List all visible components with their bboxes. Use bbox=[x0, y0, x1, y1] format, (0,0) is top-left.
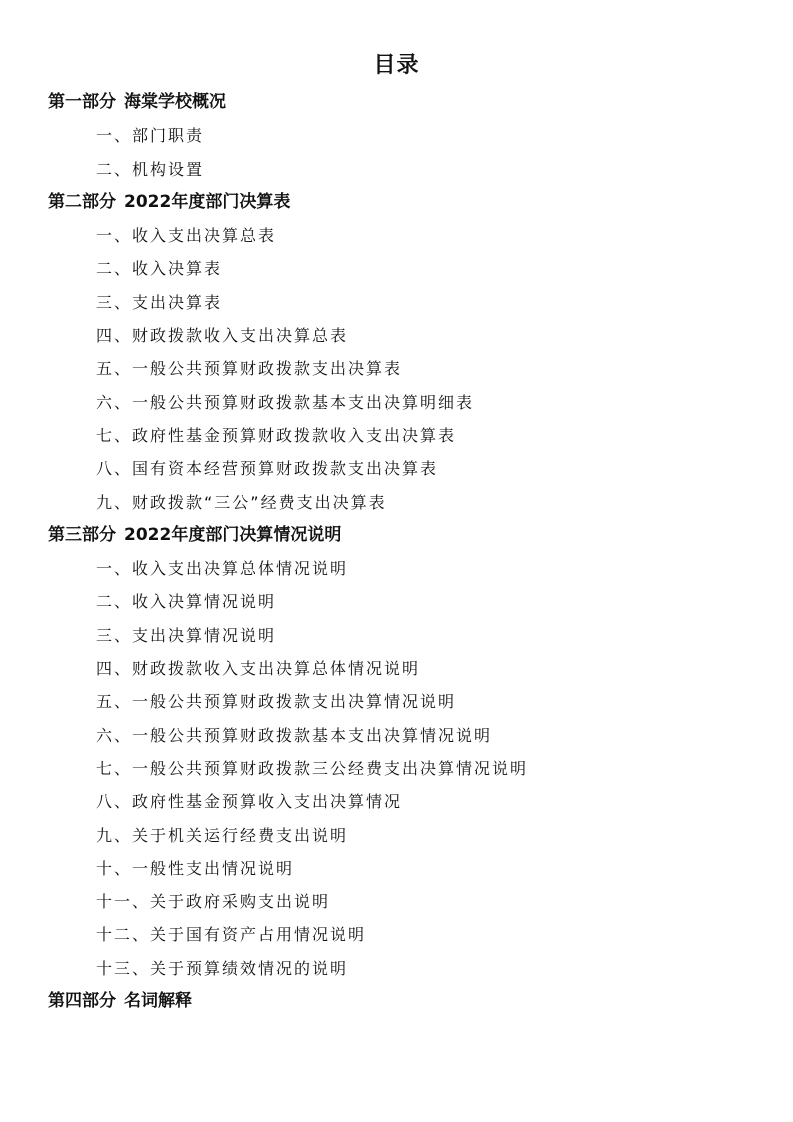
page-title: 目录 bbox=[373, 53, 420, 78]
toc-item[interactable]: 六、一般公共预算财政拨款基本支出决算情况说明 bbox=[96, 725, 493, 745]
toc-item[interactable]: 六、一般公共预算财政拨款基本支出决算明细表 bbox=[96, 392, 475, 412]
toc-part-heading[interactable] bbox=[48, 985, 748, 1018]
toc-part-name: 2022年度部门决算情况说明 bbox=[124, 524, 342, 545]
toc-part-label: 第三部分 bbox=[48, 524, 116, 545]
toc-part-name: 海棠学校概况 bbox=[124, 92, 226, 112]
toc-item[interactable]: 三、支出决算表 bbox=[96, 292, 223, 312]
toc-part-heading[interactable] bbox=[48, 86, 748, 119]
toc-item[interactable]: 二、机构设置 bbox=[96, 159, 205, 179]
toc-item[interactable]: 四、财政拨款收入支出决算总表 bbox=[96, 326, 349, 346]
toc-item[interactable]: 二、收入决算情况说明 bbox=[96, 592, 277, 612]
toc-item-list bbox=[48, 552, 748, 985]
toc-item-list bbox=[48, 119, 748, 186]
toc-item[interactable]: 十三、关于预算绩效情况的说明 bbox=[96, 958, 349, 978]
toc-item[interactable]: 二、收入决算表 bbox=[96, 259, 223, 279]
toc-item[interactable]: 七、政府性基金预算财政拨款收入支出决算表 bbox=[96, 425, 457, 445]
toc-item-list bbox=[48, 219, 748, 519]
toc-item[interactable]: 八、政府性基金预算收入支出决算情况 bbox=[96, 792, 403, 812]
toc-part-label: 第二部分 bbox=[48, 191, 116, 212]
toc-item[interactable]: 一、部门职责 bbox=[96, 126, 205, 146]
toc-item[interactable]: 十二、关于国有资产占用情况说明 bbox=[96, 925, 367, 945]
toc-item[interactable]: 九、关于机关运行经费支出说明 bbox=[96, 825, 349, 845]
toc-item[interactable]: 一、收入支出决算总表 bbox=[96, 226, 277, 246]
toc-part-name: 名词解释 bbox=[124, 991, 192, 1012]
toc-item[interactable]: 十、一般性支出情况说明 bbox=[96, 858, 295, 878]
toc-item[interactable]: 七、一般公共预算财政拨款三公经费支出决算情况说明 bbox=[96, 758, 529, 778]
toc-item[interactable]: 四、财政拨款收入支出决算总体情况说明 bbox=[96, 659, 421, 679]
toc-part-heading[interactable] bbox=[48, 519, 748, 552]
table-of-contents bbox=[48, 86, 748, 1018]
toc-part-label: 第一部分 bbox=[48, 92, 116, 112]
toc-item[interactable]: 十一、关于政府采购支出说明 bbox=[96, 892, 331, 912]
toc-item[interactable]: 五、一般公共预算财政拨款支出决算表 bbox=[96, 359, 403, 379]
toc-item[interactable]: 五、一般公共预算财政拨款支出决算情况说明 bbox=[96, 692, 457, 712]
toc-item[interactable]: 三、支出决算情况说明 bbox=[96, 625, 277, 645]
toc-part-heading[interactable] bbox=[48, 186, 748, 219]
toc-item[interactable]: 八、国有资本经营预算财政拨款支出决算表 bbox=[96, 459, 439, 479]
toc-part-name: 2022年度部门决算表 bbox=[124, 191, 291, 212]
toc-item[interactable]: 九、财政拨款“三公”经费支出决算表 bbox=[96, 492, 387, 512]
toc-item[interactable]: 一、收入支出决算总体情况说明 bbox=[96, 559, 349, 579]
toc-part-label: 第四部分 bbox=[48, 991, 116, 1012]
